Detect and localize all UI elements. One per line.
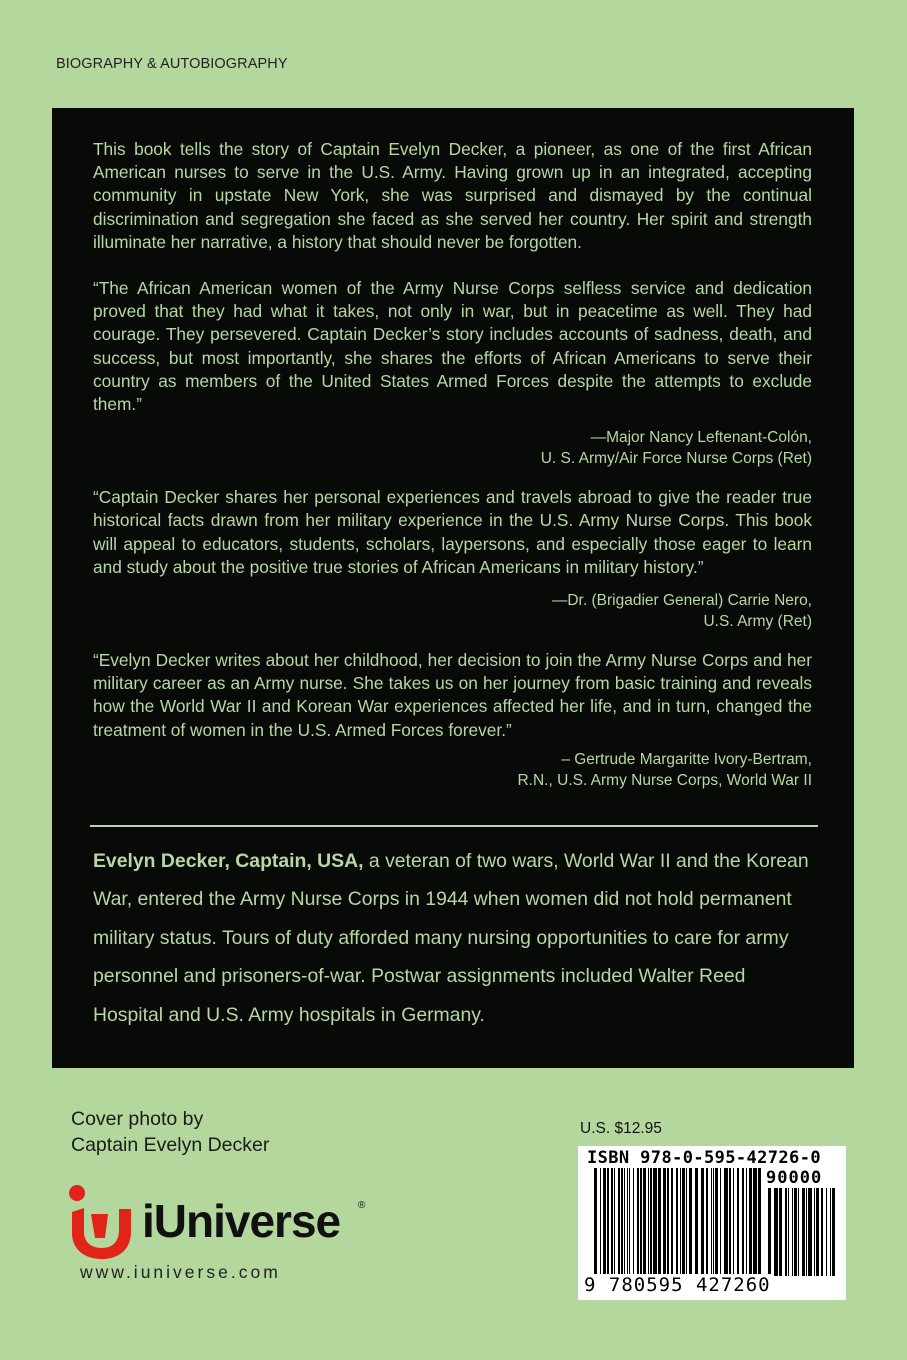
barcode-bar [749, 1168, 752, 1276]
iuniverse-figure-icon [64, 1180, 136, 1260]
barcode-bar [724, 1168, 728, 1276]
book-description: This book tells the story of Captain Evelyn Decker, a pioneer, as one of the first African American nurses to serve in the U.S. Army. Having grown up in an integrated, accepting community in upstate New York, she was surprised and dismayed by the continual discrimination and segregation she faced as she served her country. Her spirit and strength illuminate her narrative, a history that should never be forgotten. [93, 139, 812, 252]
barcode-bar [614, 1168, 615, 1276]
quote-1-text: “The African American women of the Army Nurse Corps selfless service and dedication proved that they had what it takes, not only in war, but in peacetime as well. They had courage. They persevered. Captain Decker’s story includes accounts of sadness, death, and success, but most importantly, she shares the efforts of African Americans to serve their country as members of the United States Armed Forces despite the attempts to exclude them.” [93, 278, 812, 415]
barcode-bar [808, 1188, 812, 1276]
barcode-bar [648, 1168, 649, 1276]
ean-barcode-bars [594, 1168, 762, 1276]
barcode-bar [627, 1168, 628, 1276]
barcode-bar [653, 1168, 657, 1276]
publisher-website: www.iuniverse.com [80, 1262, 281, 1282]
barcode-bar [720, 1168, 721, 1276]
barcode-bar [792, 1188, 793, 1276]
barcode-bar [680, 1168, 681, 1276]
barcode-bar [695, 1168, 698, 1276]
barcode-bar [663, 1168, 666, 1276]
quote-3-text: “Evelyn Decker writes about her childhood, her decision to join the Army Nurse Corps and her military career as an Army nurse. She takes us on her journey from basic training and reveals how the World War II and Korean War experiences affected her life, and in turn, changed the treatment of women in the U.S. Armed Forces forever.” [93, 650, 812, 740]
barcode-bar [706, 1168, 708, 1276]
barcode-bar [603, 1168, 606, 1276]
quote-2-attribution-title: U.S. Army (Ret) [703, 613, 812, 631]
barcode [578, 1146, 846, 1300]
publisher-logo [64, 1180, 374, 1260]
barcode-bar [594, 1168, 597, 1276]
barcode-bar [821, 1188, 823, 1276]
barcode-bar [607, 1168, 609, 1276]
barcode-bar [640, 1168, 642, 1276]
quote-3-attribution-name: – Gertrude Margaritte Ivory-Bertram, [561, 750, 812, 768]
barcode-bar [658, 1168, 661, 1276]
ean-digits: 9 780595 427260 [584, 1274, 771, 1296]
category-label: BIOGRAPHY & AUTOBIOGRAPHY [56, 56, 288, 72]
barcode-bar [806, 1188, 807, 1276]
quote-1-attribution [93, 427, 812, 469]
blurb-column [93, 138, 812, 791]
quote-2-attribution [93, 590, 812, 632]
quote-1-attribution-name: —Major Nancy Leftenant-Colón, [590, 429, 812, 447]
publisher-name: iUniverse [142, 1195, 341, 1247]
barcode-bar [794, 1188, 797, 1276]
barcode-bar [633, 1168, 634, 1276]
barcode-bar [701, 1168, 704, 1276]
barcode-bar [621, 1168, 623, 1276]
isbn-number: ISBN 978-0-595-42726-0 [587, 1148, 821, 1168]
barcode-bar [814, 1188, 815, 1276]
barcode-bar [689, 1168, 692, 1276]
photo-credit-label: Cover photo by [71, 1108, 204, 1130]
barcode-bar [798, 1188, 799, 1276]
barcode-addon-number: 90000 [766, 1168, 823, 1188]
barcode-bar [682, 1168, 685, 1276]
barcode-bar [788, 1188, 789, 1276]
photo-credit [71, 1106, 269, 1158]
barcode-bar [618, 1168, 620, 1276]
barcode-bar [802, 1188, 805, 1276]
barcode-bar [671, 1168, 673, 1276]
barcode-bar [753, 1168, 757, 1276]
back-cover-panel [52, 108, 854, 1068]
quote-3-attribution [93, 749, 812, 791]
barcode-bar [742, 1168, 744, 1276]
quote-3-attribution-title: R.N., U.S. Army Nurse Corps, World War II [517, 771, 812, 789]
addon-barcode-bars [768, 1188, 838, 1276]
barcode-bar [643, 1168, 646, 1276]
barcode-bar [729, 1168, 731, 1276]
quote-2-text: “Captain Decker shares her personal experiences and travels abroad to give the reader true historical facts drawn from her military experience in the U.S. Army Nurse Corps. This book will appeal to educators, students, scholars, laypersons, and especially those eager to learn and study about the positive true stories of African Americans in military history.” [93, 487, 812, 577]
barcode-bar [826, 1188, 827, 1276]
barcode-bar [600, 1168, 601, 1276]
divider-line [90, 825, 818, 827]
barcode-bar [830, 1188, 831, 1276]
barcode-bar [737, 1168, 739, 1276]
barcode-bar [746, 1168, 747, 1276]
author-bio-text: a veteran of two wars, World War II and the Korean War, entered the Army Nurse Corps in 1944 when women did not hold permanent military status. Tours of duty afforded many nursing opportunities to care for army personnel and prisoners-of-war. Postwar assignments included Walter Reed Hospital and U.S. Army hospitals in Germany. [93, 850, 809, 1026]
barcode-bar [650, 1168, 652, 1276]
barcode-bar [774, 1188, 778, 1276]
barcode-bar [629, 1168, 630, 1276]
quote-2-attribution-name: —Dr. (Brigadier General) Carrie Nero, [551, 592, 812, 610]
barcode-bar [785, 1188, 787, 1276]
barcode-bar [758, 1168, 761, 1276]
quote-1-attribution-title: U. S. Army/Air Force Nurse Corps (Ret) [540, 450, 812, 468]
registered-mark: ® [358, 1200, 366, 1211]
barcode-bar [733, 1168, 734, 1276]
barcode-bar [686, 1168, 687, 1276]
barcode-bar [637, 1168, 639, 1276]
photo-credit-name: Captain Evelyn Decker [71, 1134, 270, 1156]
author-bio [93, 842, 818, 1034]
price-label: U.S. $12.95 [580, 1120, 662, 1137]
barcode-bar [832, 1188, 835, 1276]
barcode-bar [713, 1168, 714, 1276]
barcode-bar [779, 1188, 782, 1276]
barcode-bar [624, 1168, 625, 1276]
barcode-bar [667, 1168, 669, 1276]
barcode-bar [816, 1188, 819, 1276]
barcode-bar [676, 1168, 678, 1276]
barcode-bar [768, 1188, 771, 1276]
barcode-bar [711, 1168, 712, 1276]
barcode-bar [611, 1168, 613, 1276]
barcode-bar [715, 1168, 718, 1276]
author-bio-name: Evelyn Decker, Captain, USA, [93, 850, 364, 872]
